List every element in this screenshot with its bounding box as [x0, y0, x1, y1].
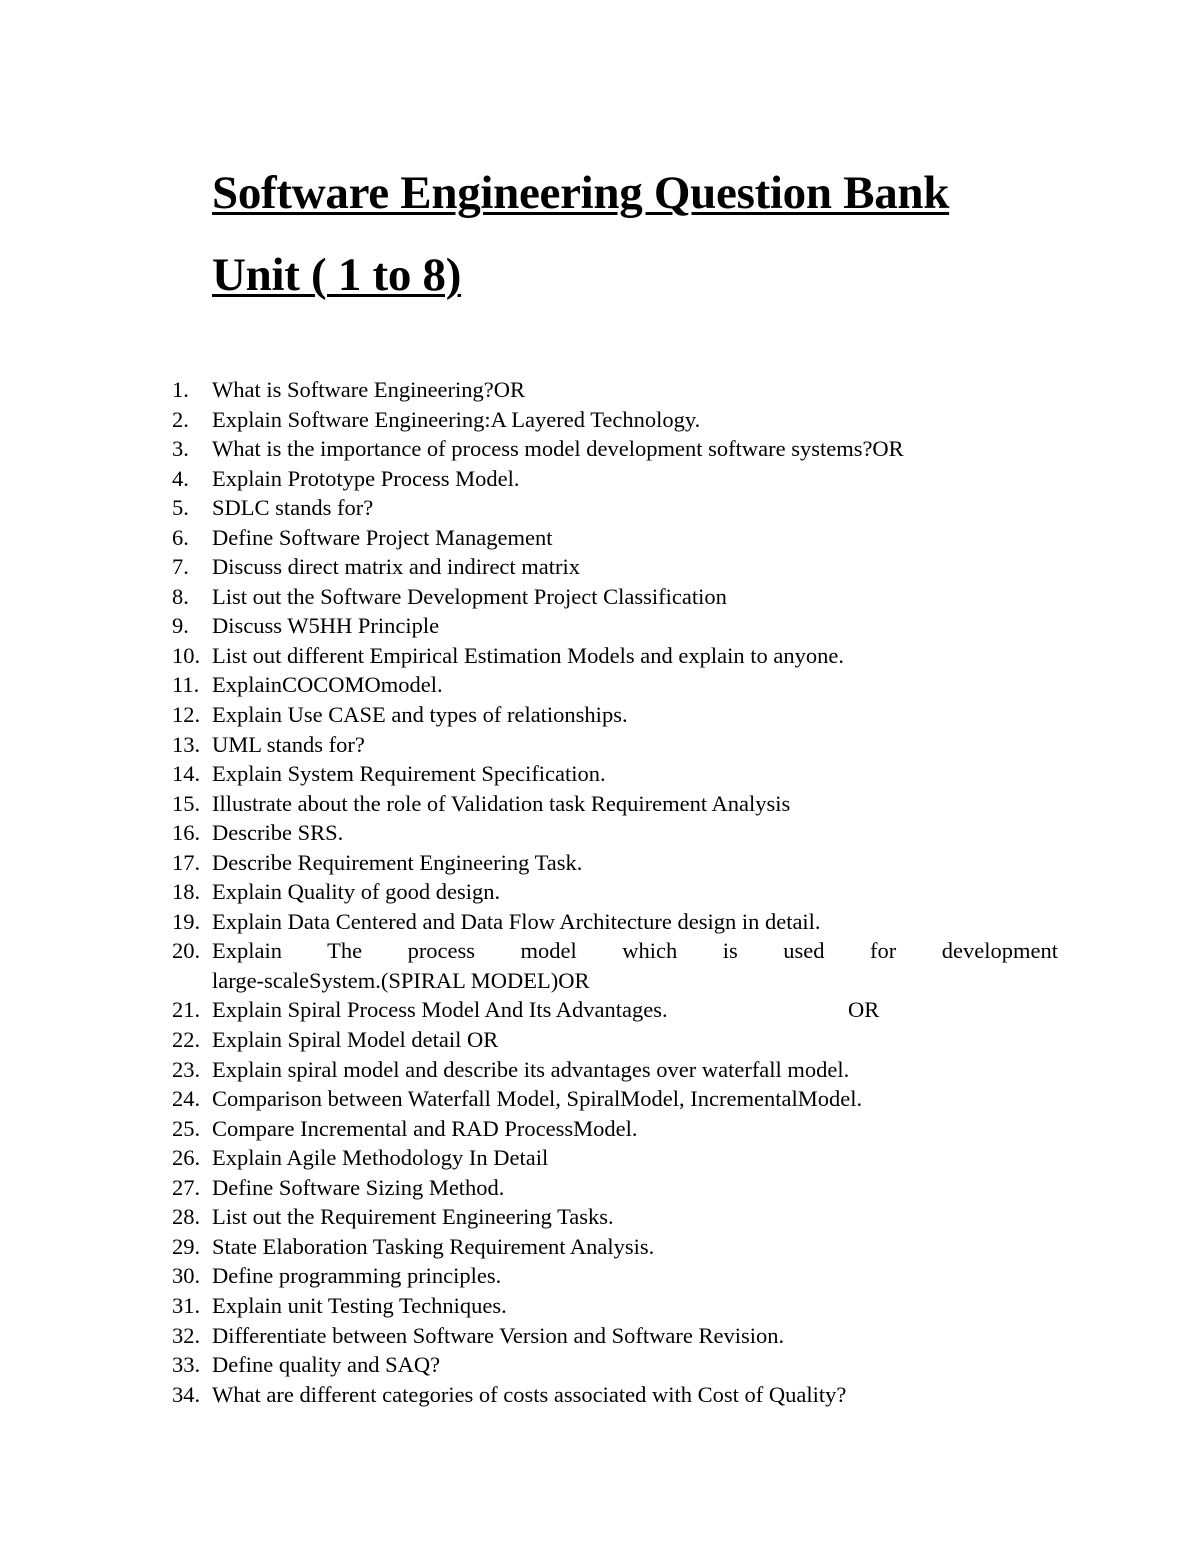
question-number: 33.: [172, 1352, 201, 1378]
question-text: Define Software Sizing Method.: [212, 1174, 505, 1200]
question-text: Explain Quality of good design.: [212, 879, 501, 905]
question-text: Explain Spiral Process Model And Its Advantages.: [212, 997, 668, 1023]
question-number: 3.: [172, 436, 189, 462]
question-number: 16.: [172, 820, 201, 846]
question-text: What is Software Engineering?OR: [212, 377, 526, 402]
question-number: 24.: [172, 1086, 201, 1112]
question-item: [172, 1291, 1058, 1321]
question-number: 19.: [172, 908, 201, 934]
question-number: 26.: [172, 1145, 201, 1171]
question-number: 18.: [172, 879, 201, 905]
question-text: Define programming principles.: [212, 1263, 502, 1289]
question-number: 13.: [172, 731, 201, 757]
question-number: 10.: [172, 642, 201, 668]
question-text: Explain spiral model and describe its advantages over waterfall model.: [212, 1056, 850, 1082]
question-item: [172, 375, 1058, 405]
question-number: 20.: [172, 938, 201, 964]
question-item: [172, 1114, 1058, 1144]
question-item: [172, 1143, 1058, 1173]
question-number: 4.: [172, 465, 189, 491]
question-text: UML stands for?: [212, 731, 365, 757]
question-item: [172, 552, 1058, 582]
question-number: 34.: [172, 1381, 201, 1407]
question-number: 29.: [172, 1233, 201, 1259]
question-item: [172, 523, 1058, 553]
question-number: 21.: [172, 997, 201, 1023]
question-item: [172, 818, 1058, 848]
question-item: [172, 493, 1058, 523]
question-number: 2.: [172, 406, 189, 432]
question-text: Explain Agile Methodology In Detail: [212, 1145, 549, 1171]
question-text: Compare Incremental and RAD ProcessModel.: [212, 1115, 638, 1141]
question-item: [172, 1202, 1058, 1232]
question-number: 15.: [172, 790, 201, 816]
question-item: [172, 1173, 1058, 1203]
question-number: 9.: [172, 613, 189, 639]
question-number: 8.: [172, 583, 189, 609]
question-item: [172, 848, 1058, 878]
question-text-line: Explain The process model which is used for development: [212, 938, 1058, 964]
question-item: [172, 995, 1058, 1025]
question-text: Discuss W5HH Principle: [212, 613, 440, 639]
question-text: Explain Data Centered and Data Flow Architecture design in detail.: [212, 908, 821, 934]
question-item: [172, 434, 1058, 464]
question-item: [172, 464, 1058, 494]
question-number: 6.: [172, 524, 189, 550]
question-item: [172, 1380, 1058, 1410]
question-item: [172, 877, 1058, 907]
question-item: [172, 759, 1058, 789]
question-item: [172, 907, 1058, 937]
question-text: What are different categories of costs associated with Cost of Quality?: [212, 1381, 847, 1407]
question-number: 23.: [172, 1056, 201, 1082]
question-number: 25.: [172, 1115, 201, 1141]
question-text: Explain System Requirement Specification.: [212, 761, 606, 787]
question-item: [172, 1232, 1058, 1262]
question-text: List out the Requirement Engineering Tasks.: [212, 1204, 614, 1230]
question-text: Define Software Project Management: [212, 524, 553, 550]
question-number: 11.: [172, 672, 200, 698]
question-text: SDLC stands for?: [212, 495, 374, 521]
question-number: 27.: [172, 1174, 201, 1200]
question-number: 32.: [172, 1322, 201, 1348]
question-text: ExplainCOCOMOmodel.: [212, 672, 443, 698]
question-item: [172, 1350, 1058, 1380]
question-item: [172, 582, 1058, 612]
question-text: List out different Empirical Estimation Models and explain to anyone.: [212, 642, 844, 668]
question-item: [172, 1084, 1058, 1114]
question-text: Describe SRS.: [212, 820, 344, 846]
question-number: 17.: [172, 849, 201, 875]
question-item: [172, 1025, 1058, 1055]
question-text: Explain Spiral Model detail OR: [212, 1027, 499, 1053]
question-number: 22.: [172, 1027, 201, 1053]
question-number: 30.: [172, 1263, 201, 1289]
question-item: [172, 936, 1058, 995]
question-item: [172, 789, 1058, 819]
question-item: [172, 700, 1058, 730]
question-number: 28.: [172, 1204, 201, 1230]
question-number: 31.: [172, 1292, 201, 1318]
question-text: State Elaboration Tasking Requirement Analysis.: [212, 1233, 655, 1259]
question-text: Explain unit Testing Techniques.: [212, 1292, 507, 1318]
document-subtitle: Unit ( 1 to 8): [212, 249, 462, 301]
question-list: [172, 375, 1058, 1409]
question-number: 1.: [172, 377, 189, 402]
question-text-line: large-scaleSystem.(SPIRAL MODEL)OR: [212, 967, 590, 993]
question-text: Differentiate between Software Version and Software Revision.: [212, 1322, 785, 1348]
question-text: List out the Software Development Project Classification: [212, 583, 727, 609]
question-number: 12.: [172, 702, 201, 728]
question-text: Explain Software Engineering:A Layered Technology.: [212, 406, 701, 432]
question-number: 5.: [172, 495, 189, 521]
question-text: Explain Use CASE and types of relationships.: [212, 702, 628, 728]
question-number: 14.: [172, 761, 201, 787]
question-item: [172, 670, 1058, 700]
question-or-suffix: OR: [848, 997, 880, 1023]
question-text: Define quality and SAQ?: [212, 1352, 441, 1378]
question-item: [172, 1261, 1058, 1291]
question-item: [172, 641, 1058, 671]
question-text: [212, 936, 1058, 995]
question-number: 7.: [172, 554, 189, 580]
question-text: What is the importance of process model development software systems?OR: [212, 436, 904, 462]
question-item: [172, 730, 1058, 760]
question-text: Comparison between Waterfall Model, SpiralModel, IncrementalModel.: [212, 1086, 863, 1112]
question-item: [172, 611, 1058, 641]
question-item: [172, 1321, 1058, 1351]
question-item: [172, 405, 1058, 435]
question-text: Illustrate about the role of Validation task Requirement Analysis: [212, 790, 791, 816]
document-title: Software Engineering Question Bank: [212, 167, 950, 219]
question-text: Explain Prototype Process Model.: [212, 465, 520, 491]
question-text: Discuss direct matrix and indirect matrix: [212, 554, 581, 580]
question-text: Describe Requirement Engineering Task.: [212, 849, 583, 875]
question-item: [172, 1055, 1058, 1085]
